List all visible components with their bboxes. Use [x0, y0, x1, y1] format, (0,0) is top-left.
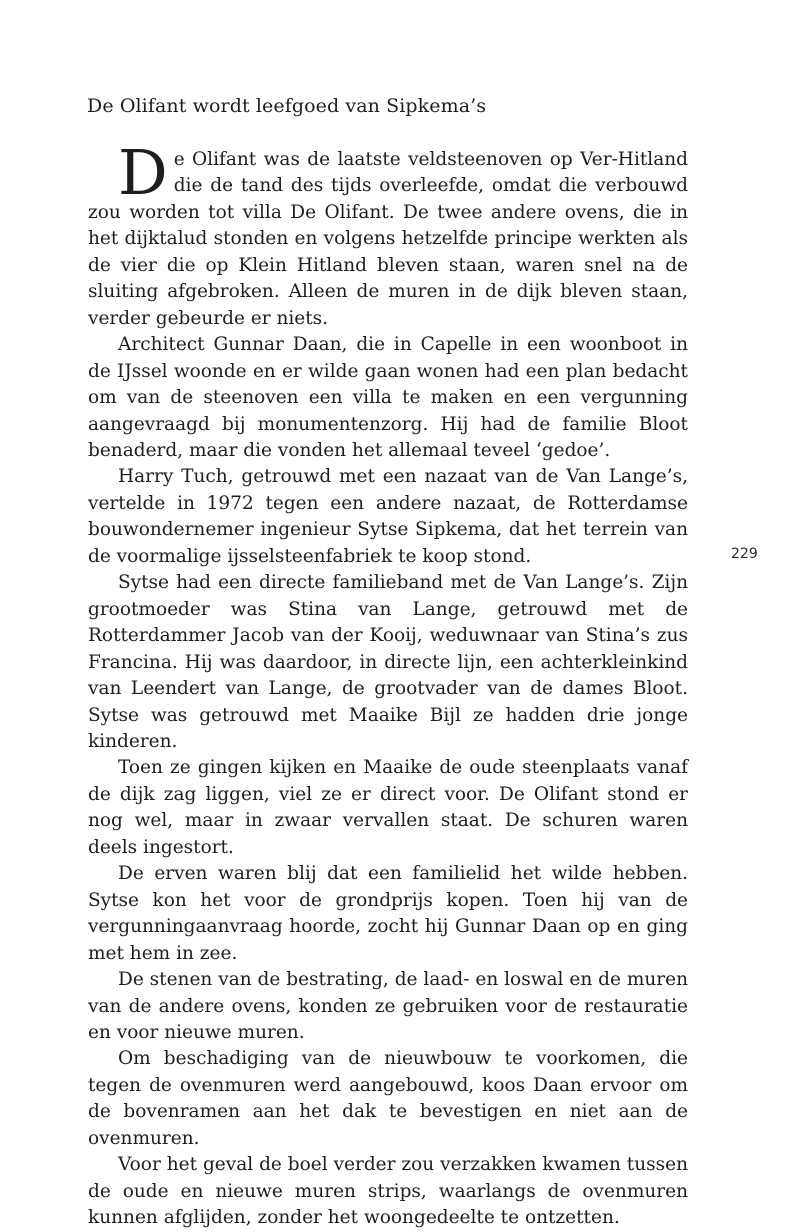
chapter-title: De Olifant wordt leefgoed van Sipkema’s [87, 95, 487, 117]
body-text [88, 136, 688, 1232]
paragraph-9: Voor het geval de boel verder zou verzakken kwamen tussen de oude en nieuwe muren strips, waarlangs de ovenmuren kunnen afglijden, zonder het woongedeelte te ontzetten. [88, 1154, 688, 1229]
paragraph-5: Toen ze gingen kijken en Maaike de oude steenplaats vanaf de dijk zag liggen, viel ze er direct voor. De Olifant stond er nog wel, maar in zwaar vervallen staat. De schuren waren deels ingestort. [88, 757, 688, 858]
drop-cap: D [118, 136, 168, 209]
paragraph-2: Architect Gunnar Daan, die in Capelle in een woonboot in de IJssel woonde en er wilde gaan wonen had een plan bedacht om van de steenoven een villa te maken en een vergunning aangevraagd bij monumentenzorg. Hij had de familie Bloot benaderd, maar die vonden het allemaal teveel ‘gedoe’. [88, 334, 688, 461]
paragraph-6: De erven waren blij dat een familielid het wilde hebben. Sytse kon het voor de grondprijs kopen. Toen hij van de vergunningaanvraag hoorde, zocht hij Gunnar Daan op en ging met hem in zee. [88, 863, 688, 964]
paragraph-7: De stenen van de bestrating, de laad- en loswal en de muren van de andere ovens, konden ze gebruiken voor de restauratie en voor nieuwe muren. [88, 969, 688, 1043]
paragraph-8: Om beschadiging van de nieuwbouw te voorkomen, die tegen de ovenmuren werd aangebouwd, koos Daan ervoor om de bovenramen aan het dak te bevestigen en niet aan de ovenmuren. [88, 1048, 688, 1149]
paragraph-4: Sytse had een directe familieband met de Van Lange’s. Zijn grootmoeder was Stina van Lange, getrouwd met de Rotterdammer Jacob van der Kooij, weduwnaar van Stina’s zus Francina. Hij was daardoor, in directe lijn, een achterkleinkind van Leendert van Lange, de grootvader van de dames Bloot. Sytse was getrouwd met Maaike Bijl ze hadden drie jonge kinderen. [88, 572, 688, 752]
paragraph-1 [88, 136, 688, 332]
paragraph-1-text: e Olifant was de laatste veldsteenoven op Ver-Hitland die de tand des tijds overleefde, omdat die verbouwd zou worden tot villa De Olifant. De twee andere ovens, die in het dijktalud stonden en volgens hetzelfde principe werkten als de vier die op Klein Hitland bleven staan, waren snel na de sluiting afgebroken. Alleen de muren in de dijk bleven staan, verder gebeurde er niets. [88, 149, 688, 329]
paragraph-3: Harry Tuch, getrouwd met een nazaat van de Van Lange’s, vertelde in 1972 tegen een andere nazaat, de Rotterdamse bouwondernemer ingenieur Sytse Sipkema, dat het terrein van de voormalige ijsselsteenfabriek te koop stond. [88, 466, 688, 567]
page-number: 229 [731, 546, 758, 562]
